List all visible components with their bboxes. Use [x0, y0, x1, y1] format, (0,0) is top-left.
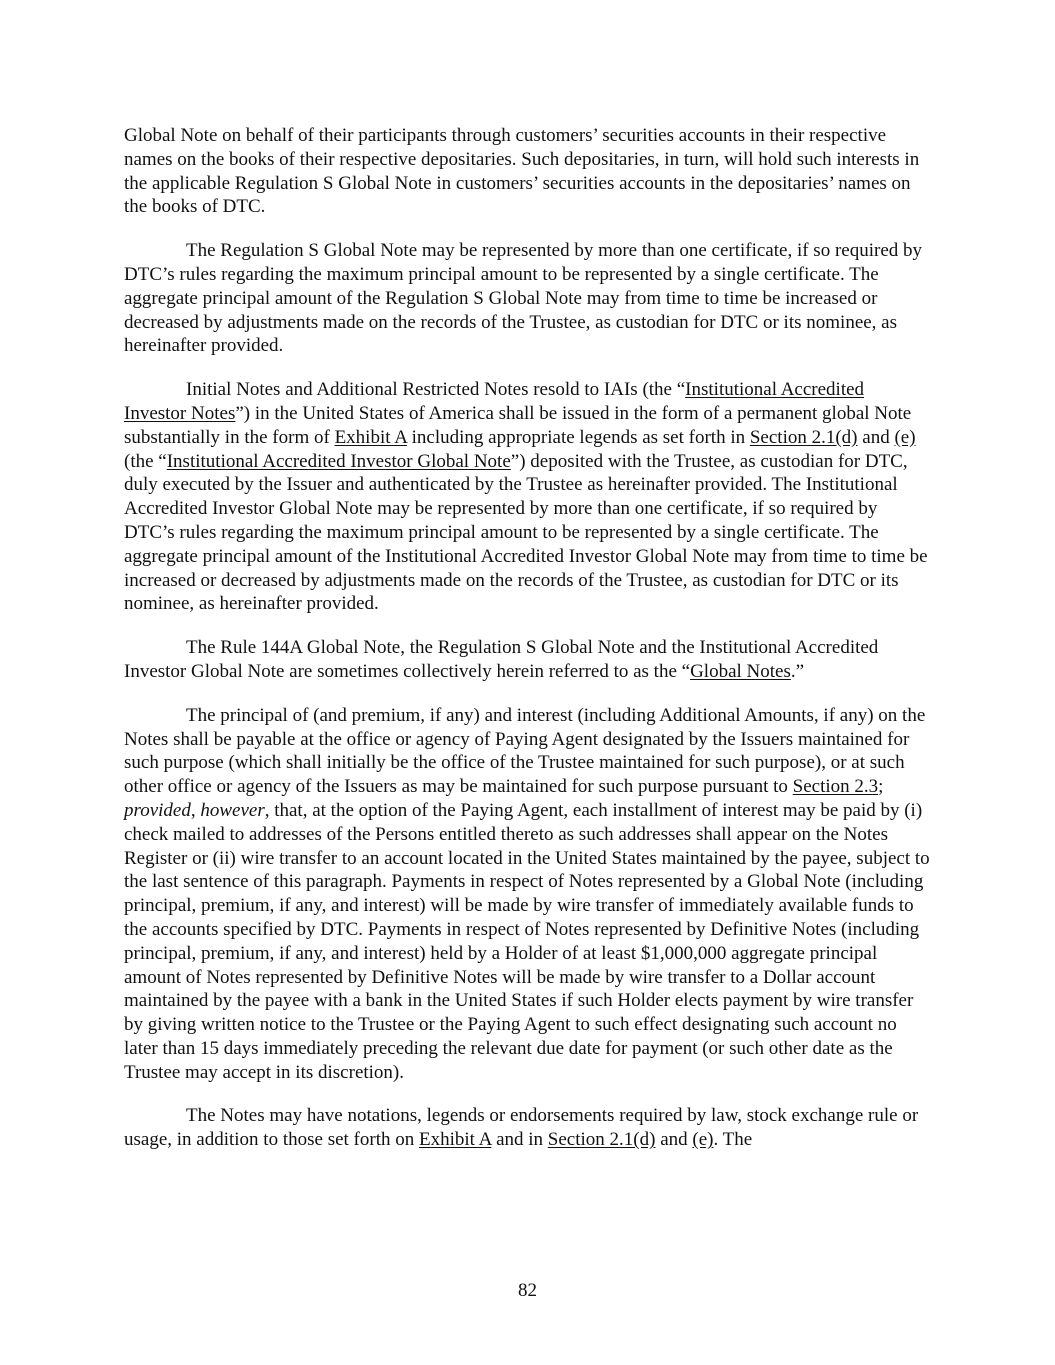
paragraph-5-text-4: , that, at the option of the Paying Agent, each installment of interest may be paid by (i) check mailed to addresses of the Persons entitled thereto as such addresses shall appear on the Notes Register or (ii) wire transfer to an account located in the United States maintained by the payee, subject to the last sentence of this paragraph. Payments in respect of Notes represented by a Global Note (including principal, premium, if any, and interest) will be made by wire transfer of immediately available funds to the accounts specified by DTC. Payments in respect of Notes represented by Definitive Notes (including principal, premium, if any, and interest) held by a Holder of at least $1,000,000 aggregate principal amount of Notes represented by Definitive Notes will be made by wire transfer to a Dollar account maintained by the payee with a bank in the United States if such Holder elects payment by wire transfer by giving written notice to the Trustee or the Paying Agent to such effect designating such account no later than 15 days immediately preceding the relevant due date for payment (or such other date as the Trustee may accept in its discretion). — [124, 799, 930, 1083]
reference-exhibit-a: Exhibit A — [334, 426, 407, 448]
paragraph-3-text-5: (the “ — [124, 450, 167, 472]
paragraph-6-text-1: The Notes may have notations, legends or endorsements required by law, stock exchange rule or usage, in addition to those set forth on — [124, 1105, 919, 1151]
defined-term-institutional-accredited-investor-notes: Institutional Accredited Investor Notes — [124, 379, 865, 424]
paragraph-4-text-1: The Rule 144A Global Note, the Regulation S Global Note and the Institutional Accredited Investor Global Note are sometimes collectively herein referred to as the “ — [124, 637, 879, 682]
reference-section-e-2: (e) — [692, 1129, 714, 1151]
paragraph-1-text: Global Note on behalf of their participants through customers’ securities accounts in their respective names on the books of their respective depositaries. Such depositaries, in turn, will hold such interests in the applicable Regulation S Global Note in customers’ securities accounts in the depositaries’ names on the books of DTC. — [124, 125, 920, 218]
paragraph-1 — [124, 124, 930, 219]
page-number: 82 — [518, 1280, 537, 1301]
paragraph-3-text-4: and — [857, 426, 895, 448]
paragraph-5 — [124, 704, 930, 1085]
paragraph-3 — [124, 378, 930, 616]
paragraph-3-text-3: including appropriate legends as set forth in — [406, 426, 750, 448]
paragraph-3-text-2: ”) in the United States of America shall be issued in the form of a permanent global Note substantially in the form of — [124, 402, 912, 448]
defined-term-global-notes: Global Notes — [690, 660, 791, 682]
document-body — [124, 124, 930, 1172]
italic-however: however — [200, 799, 265, 821]
paragraph-5-text-3: , — [190, 799, 201, 821]
reference-section-2-3: Section 2.3 — [792, 776, 879, 798]
paragraph-6-text-2: and in — [491, 1129, 548, 1151]
paragraph-5-text-2: ; — [878, 776, 884, 798]
paragraph-4-text-2: .” — [790, 660, 805, 682]
reference-section-e: (e) — [894, 426, 916, 448]
reference-section-2-1-d-2: Section 2.1(d) — [547, 1129, 656, 1151]
paragraph-2 — [124, 239, 930, 358]
paragraph-6 — [124, 1104, 930, 1152]
italic-provided: provided — [124, 799, 191, 821]
reference-exhibit-a-2: Exhibit A — [418, 1129, 492, 1151]
paragraph-2-text: The Regulation S Global Note may be represented by more than one certificate, if so required by DTC’s rules regarding the maximum principal amount to be represented by a single certificate. The aggregate principal amount of the Regulation S Global Note may from time to time be increased or decreased by adjustments made on the records of the Trustee, as custodian for DTC or its nominee, as hereinafter provided. — [124, 240, 922, 357]
paragraph-3-text-1: Initial Notes and Additional Restricted Notes resold to IAIs (the “ — [186, 379, 686, 401]
paragraph-5-text-1: The principal of (and premium, if any) and interest (including Additional Amounts, if any) on the Notes shall be payable at the office or agency of Paying Agent designated by the Issuers maintained for such purpose (which shall initially be the office of the Trustee maintained for such purpose), or at such other office or agency of the Issuers as may be maintained for such purpose pursuant to — [124, 704, 926, 798]
paragraph-3-text-6: ”) deposited with the Trustee, as custodian for DTC, duly executed by the Issuer and authenticated by the Trustee as hereinafter provided. The Institutional Accredited Investor Global Note may be represented by more than one certificate, if so required by DTC’s rules regarding the maximum principal amount to be represented by a single certificate. The aggregate principal amount of the Institutional Accredited Investor Global Note may from time to time be increased or decreased by adjustments made on the records of the Trustee, as custodian for DTC or its nominee, as hereinafter provided. — [124, 450, 928, 615]
defined-term-institutional-accredited-investor-global-note: Institutional Accredited Investor Global Note — [166, 450, 511, 472]
paragraph-6-text-3: and — [655, 1129, 693, 1151]
paragraph-4 — [124, 636, 930, 684]
paragraph-6-text-4: . The — [713, 1129, 753, 1151]
reference-section-2-1-d: Section 2.1(d) — [749, 426, 858, 448]
